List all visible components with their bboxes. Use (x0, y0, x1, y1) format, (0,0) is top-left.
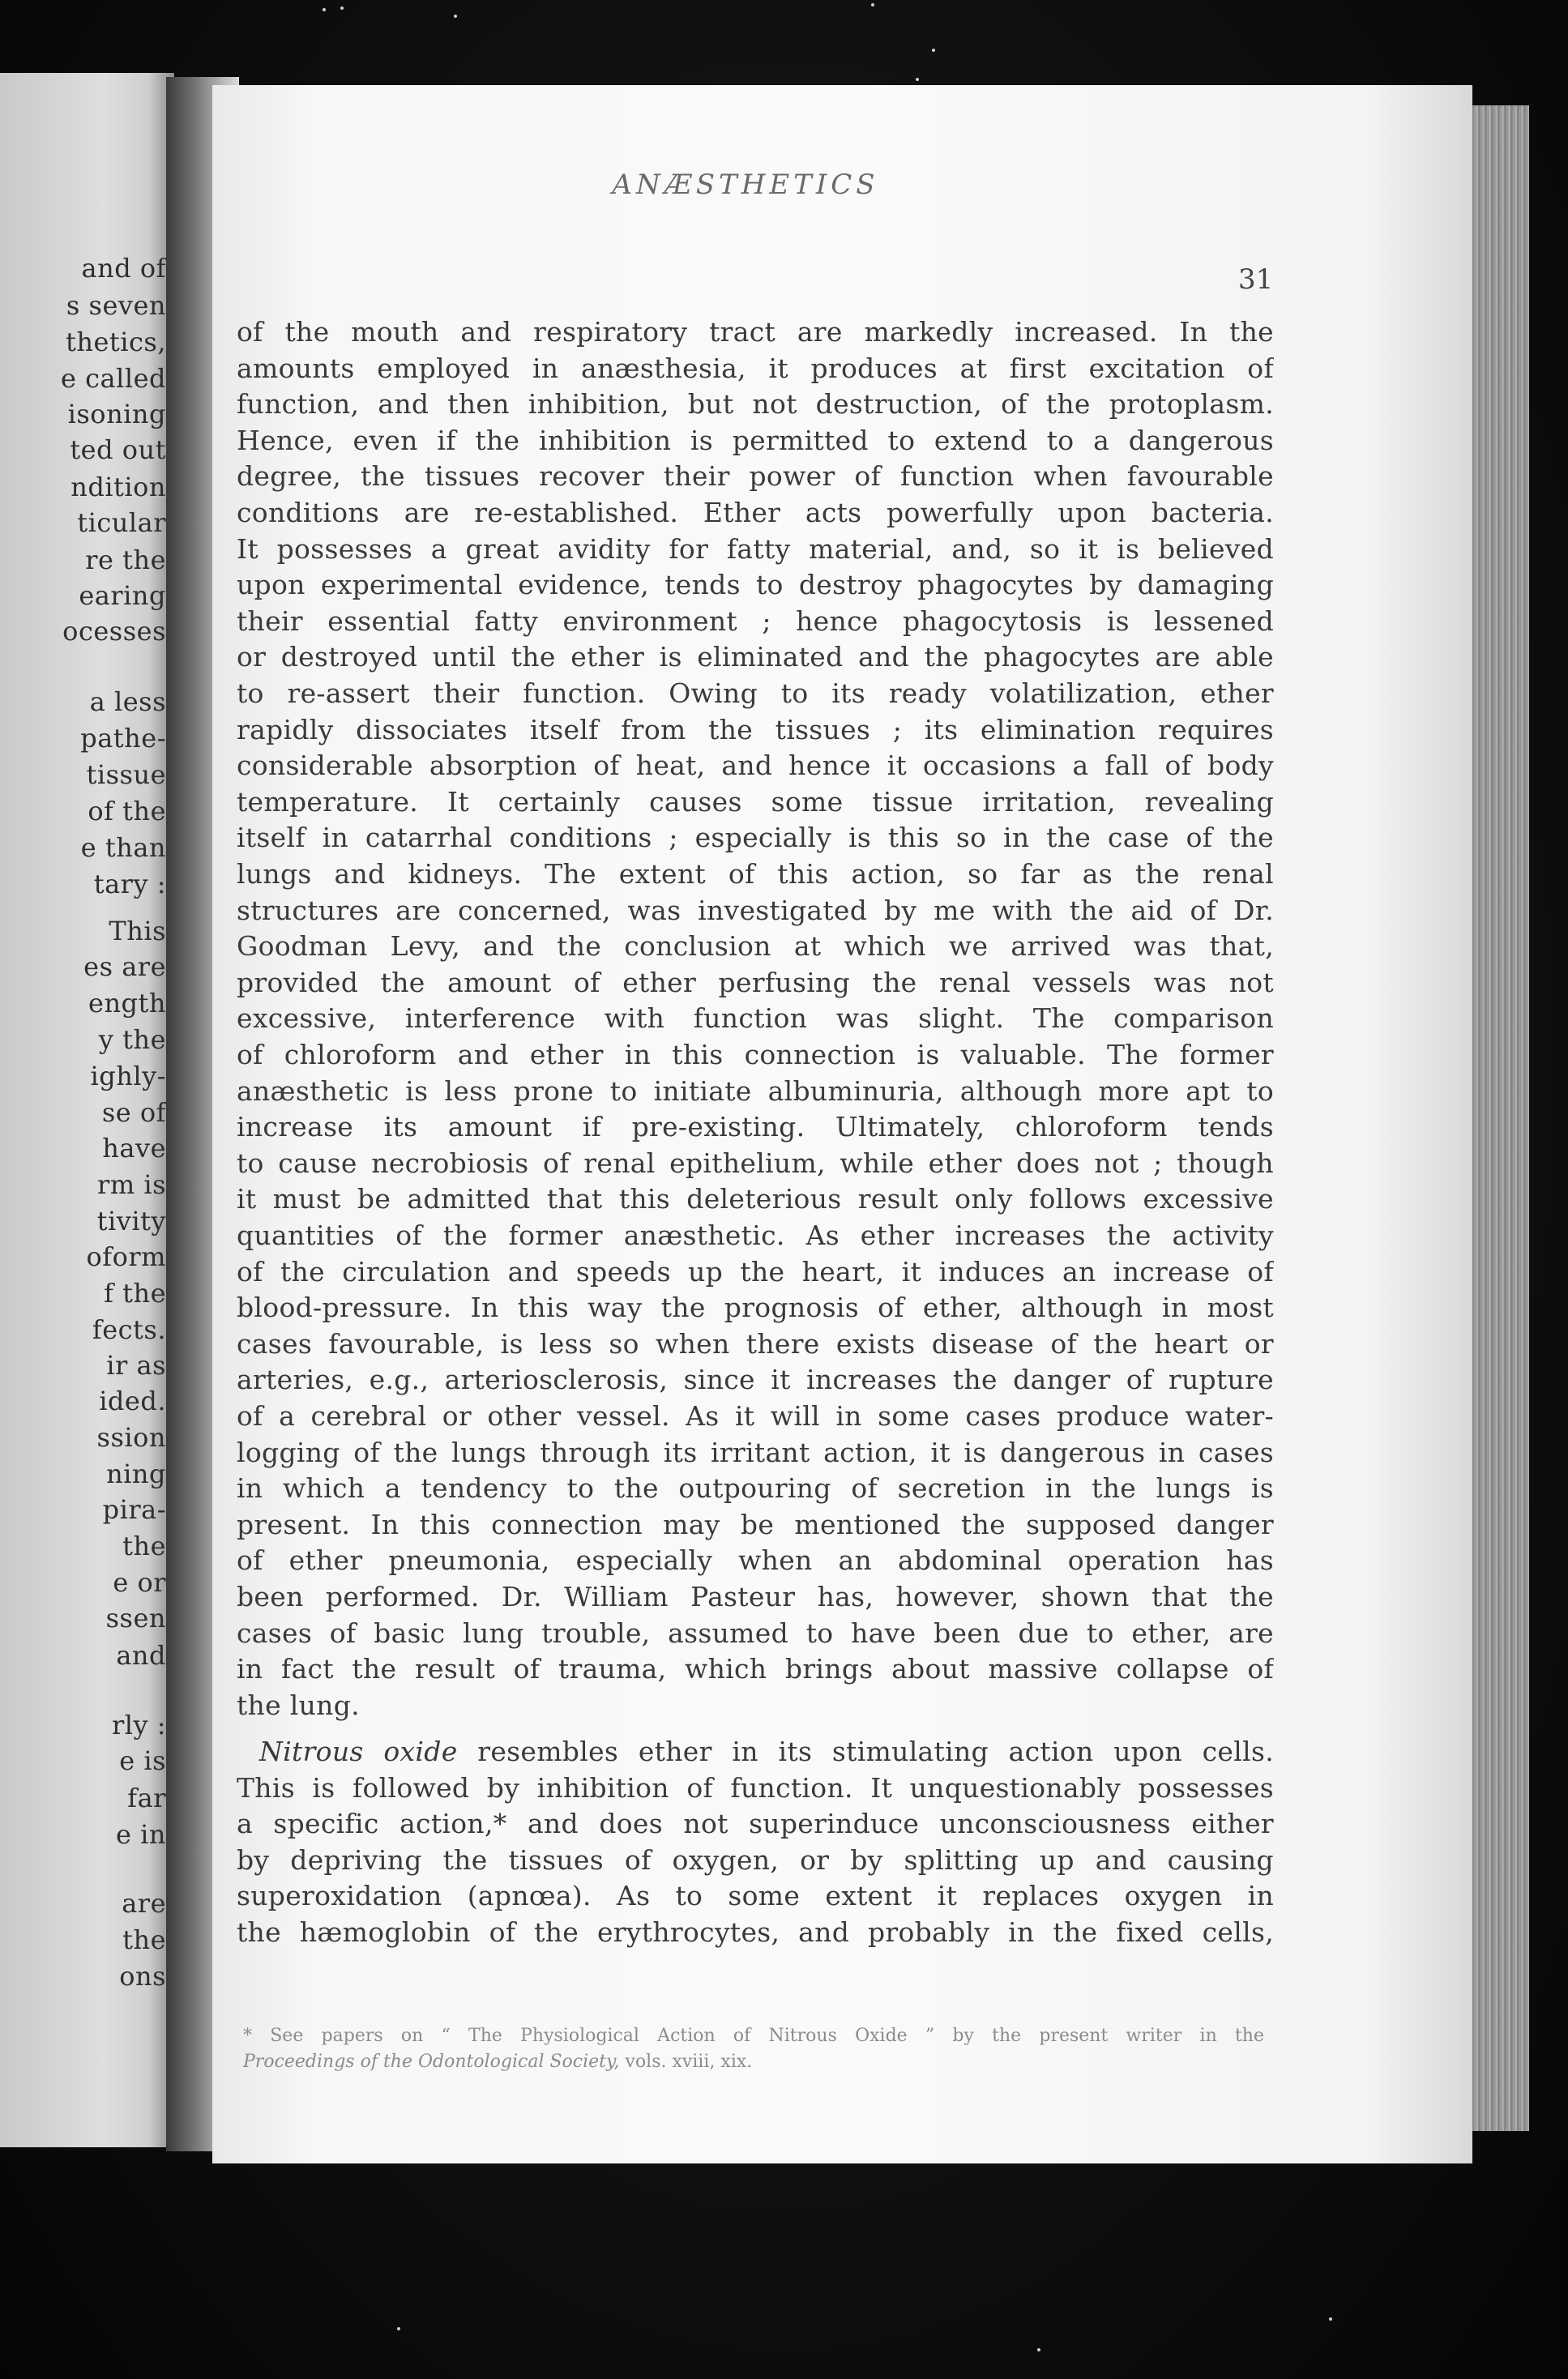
body-line: in which a tendency to the outpouring of secretion in the lungs is (237, 1472, 1274, 1505)
body-line: function, and then inhibition, but not destruction, of the protoplasm. (237, 388, 1274, 421)
body-line: increase its amount if pre-existing. Ultimately, chloroform tends (237, 1111, 1274, 1143)
scan-speck (1037, 2348, 1040, 2351)
footnote-line-1: * See papers on “ The Physiological Action of Nitrous Oxide ” by the present writer in the (243, 2026, 1264, 2046)
running-head: ANÆSTHETICS (612, 169, 879, 201)
body-line: been performed. Dr. William Pasteur has, however, shown that the (237, 1581, 1274, 1612)
left-page-fragment: tivity (96, 1206, 166, 1236)
left-page-fragment: ir as (106, 1350, 166, 1381)
left-page-fragment: fects. (92, 1314, 166, 1345)
scan-speck (932, 49, 935, 52)
left-page-fragment: and (116, 1640, 166, 1671)
body-line: of the mouth and respiratory tract are markedly increased. In the (237, 316, 1274, 348)
body-line: cases of basic lung trouble, assumed to have been due to ether, are (237, 1617, 1274, 1649)
left-page-fragment: pathe- (80, 723, 166, 754)
footnote-volumes: vols. xviii, xix. (619, 2052, 753, 2072)
body-line: provided the amount of ether perfusing the renal vessels was not (237, 966, 1274, 998)
body-line: of chloroform and ether in this connection is valuable. The former (237, 1039, 1274, 1070)
body-line: degree, the tissues recover their power of function when favourable (237, 460, 1274, 493)
left-page-fragment: f the (104, 1278, 166, 1309)
nitrous-oxide-line: a specific action,* and does not superinduce unconsciousness either (237, 1808, 1274, 1840)
body-line: rapidly dissociates itself from the tissues ; its elimination requires (237, 713, 1274, 745)
left-page-fragment: the (122, 1531, 166, 1561)
nitrous-oxide-line: superoxidation (apnœa). As to some extent it replaces oxygen in (237, 1880, 1274, 1912)
body-line: Hence, even if the inhibition is permitted to extend to a dangerous (237, 424, 1274, 456)
body-line: arteries, e.g., arteriosclerosis, since it increases the danger of rupture (237, 1364, 1274, 1396)
left-page-fragment: have (102, 1133, 166, 1164)
left-page-fragment: pira- (102, 1494, 166, 1525)
scan-speck (916, 78, 919, 81)
body-line: itself in catarrhal conditions ; especially is this so in the case of the (237, 822, 1274, 854)
left-page-fragment: are (122, 1888, 166, 1919)
body-line: blood-pressure. In this way the prognosis of ether, although in most (237, 1292, 1274, 1324)
left-page-fragment: This (109, 916, 166, 946)
nitrous-oxide-term: Nitrous oxide (259, 1736, 458, 1767)
scan-speck (323, 8, 326, 11)
left-facing-page (0, 73, 174, 2147)
footnote-journal: Proceedings of the Odontological Society, (243, 2052, 620, 2072)
body-line: it must be admitted that this deleterious result only follows excessive (237, 1183, 1274, 1215)
left-page-fragment: ided. (99, 1386, 166, 1416)
left-page-fragment: tary : (93, 869, 166, 899)
nitrous-oxide-line: the hæmoglobin of the erythrocytes, and probably in the fixed cells, (237, 1916, 1274, 1948)
left-page-fragment: re the (85, 545, 166, 575)
left-page-fragment: e in (116, 1819, 166, 1850)
left-page-fragment: ndition (70, 472, 166, 502)
body-line: cases favourable, is less so when there exists disease of the heart or (237, 1327, 1274, 1360)
left-page-fragment: e or (113, 1567, 166, 1598)
left-page-fragment: far (127, 1783, 166, 1813)
left-page-fragment: ons (119, 1961, 166, 1992)
left-page-fragment: ning (106, 1459, 166, 1489)
body-line: temperature. It certainly causes some tissue irritation, revealing (237, 785, 1274, 818)
left-page-fragment: earing (79, 580, 166, 611)
scan-speck (340, 6, 344, 10)
body-line: present. In this connection may be mentioned the supposed danger (237, 1508, 1274, 1540)
body-line: of the circulation and speeds up the heart, it induces an increase of (237, 1255, 1274, 1288)
left-page-fragment: ength (88, 988, 166, 1019)
left-page-fragment: ted out (70, 434, 166, 465)
body-line: their essential fatty environment ; hence phagocytosis is lessened (237, 604, 1274, 637)
left-page-fragment: s seven (66, 290, 166, 321)
left-page-fragment: oform (86, 1241, 166, 1272)
body-line: of a cerebral or other vessel. As it will in some cases produce water- (237, 1400, 1274, 1432)
left-page-fragment: isoning (67, 399, 166, 429)
book-page-edges (1467, 105, 1529, 2131)
body-line: Goodman Levy, and the conclusion at which we arrived was that, (237, 930, 1274, 963)
left-page-fragment: ssion (96, 1422, 166, 1453)
page-number: 31 (1238, 263, 1274, 296)
body-line: to cause necrobiosis of renal epithelium, while ether does not ; though (237, 1147, 1274, 1179)
left-page-fragment: and of (81, 253, 166, 284)
left-page-fragment: rly : (111, 1710, 166, 1740)
left-page-fragment: rm is (97, 1169, 166, 1200)
left-page-fragment: the (122, 1924, 166, 1955)
scan-speck (397, 2327, 400, 2330)
left-page-fragment: ticular (77, 507, 166, 538)
left-page-fragment: e called (61, 363, 166, 394)
nitrous-oxide-line: This is followed by inhibition of function. It unquestionably possesses (237, 1771, 1274, 1804)
body-line: the lung. (237, 1689, 360, 1721)
body-line: lungs and kidneys. The extent of this action, so far as the renal (237, 858, 1274, 890)
nitrous-oxide-line-rest: resembles ether in its stimulating action upon cells. (457, 1736, 1274, 1767)
scan-speck (454, 15, 457, 18)
nitrous-oxide-line: by depriving the tissues of oxygen, or by splitting up and causing (237, 1843, 1274, 1876)
body-line: structures are concerned, was investigated by me with the aid of Dr. (237, 894, 1274, 926)
body-line: excessive, interference with function was slight. The comparison (237, 1002, 1274, 1035)
body-line: of ether pneumonia, especially when an abdominal operation has (237, 1544, 1274, 1577)
scan-speck (871, 3, 874, 6)
footnote-line-2 (243, 2052, 1264, 2072)
left-page-fragment: thetics, (65, 327, 166, 357)
body-line: conditions are re-established. Ether acts powerfully upon bacteria. (237, 497, 1274, 528)
body-line: to re-assert their function. Owing to its ready volatilization, ether (237, 677, 1274, 709)
body-line: It possesses a great avidity for fatty material, and, so it is believed (237, 532, 1274, 565)
body-line: quantities of the former anæsthetic. As ether increases the activity (237, 1219, 1274, 1251)
body-line: anæsthetic is less prone to initiate albuminuria, although more apt to (237, 1074, 1274, 1107)
left-page-fragment: ighly- (90, 1061, 166, 1091)
body-line: logging of the lungs through its irritant action, it is dangerous in cases (237, 1436, 1274, 1468)
left-page-fragment: y the (98, 1024, 166, 1055)
body-line: considerable absorption of heat, and hence it occasions a fall of body (237, 750, 1274, 782)
left-page-fragment: ssen (105, 1603, 166, 1634)
left-page-fragment: ocesses (62, 616, 166, 647)
scan-speck (1329, 2317, 1332, 2321)
body-line: in fact the result of trauma, which brings about massive collapse of (237, 1653, 1274, 1685)
body-line: amounts employed in anæsthesia, it produces at first excitation of (237, 352, 1274, 384)
left-page-fragment: e than (80, 832, 166, 863)
left-page-fragment: es are (83, 951, 166, 982)
left-page-fragment: of the (88, 796, 166, 826)
left-page-fragment: se of (101, 1097, 166, 1128)
body-line: or destroyed until the ether is eliminated and the phagocytes are able (237, 641, 1274, 673)
left-page-fragment: a less (89, 686, 166, 717)
left-page-fragment: tissue (86, 759, 166, 790)
body-line: upon experimental evidence, tends to destroy phagocytes by damaging (237, 569, 1274, 601)
nitrous-oxide-line (237, 1736, 1274, 1767)
left-page-fragment: e is (119, 1745, 166, 1776)
